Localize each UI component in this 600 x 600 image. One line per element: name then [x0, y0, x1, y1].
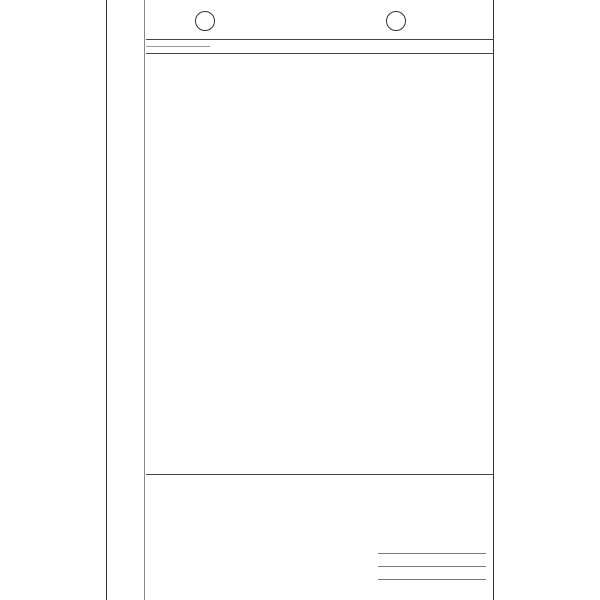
binding-edge-line — [144, 0, 145, 600]
binder-hole-right-icon — [386, 11, 406, 31]
header-top-rule — [146, 39, 494, 40]
project-field[interactable] — [378, 566, 486, 567]
header-split-rule — [146, 46, 210, 47]
spiral-binding — [106, 0, 144, 600]
header-bottom-rule — [146, 53, 494, 54]
table-bottom-rule — [146, 474, 494, 475]
journal-page — [106, 0, 494, 600]
date-field[interactable] — [378, 553, 486, 554]
binder-hole-left-icon — [195, 11, 215, 31]
manager-signature-field[interactable] — [378, 579, 486, 580]
